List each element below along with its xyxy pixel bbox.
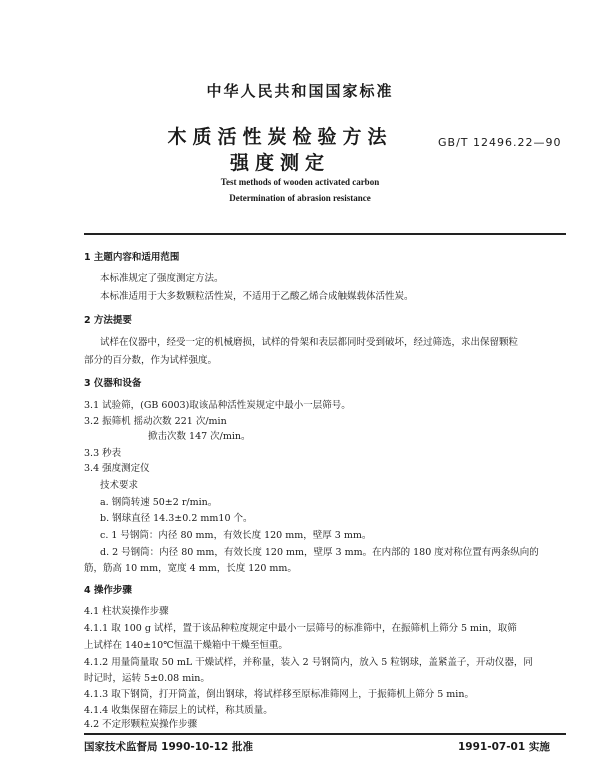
clause-3-4: 3.4 强度测定仪 [84, 463, 150, 474]
requirement-c: c. 1 号钢筒：内径 80 mm，有效长度 120 mm，壁厚 3 mm。 [100, 530, 372, 541]
section-1-heading: 1 主题内容和适用范围 [84, 252, 180, 263]
national-standard-heading: 中华人民共和国国家标准 [206, 82, 394, 100]
section-1-paragraph: 本标准规定了强度测定方法。 [100, 273, 224, 284]
english-title-line2: Determination of abrasion resistance [229, 193, 371, 203]
header-divider [84, 233, 566, 235]
clause-4-1-4: 4.1.4 收集保留在筛层上的试样，称其质量。 [84, 705, 273, 716]
clause-3-3: 3.3 秒表 [84, 448, 122, 459]
section-2-paragraph: 试样在仪器中，经受一定的机械磨损，试样的骨架和表层都同时受到破坏，经过筛选，求出保留颗粒 [100, 337, 519, 348]
clause-4-2: 4.2 不定形颗粒炭操作步骤 [84, 719, 198, 730]
document-title-line1: 木质活性炭检验方法 [167, 126, 393, 148]
clause-3-1: 3.1 试验筛，(GB 6003)取该品种活性炭规定中最小一层筛号。 [84, 400, 351, 411]
requirement-a: a. 钢筒转速 50±2 r/min。 [100, 497, 218, 508]
requirement-d-continued: 筋，筋高 10 mm，宽度 4 mm，长度 120 mm。 [84, 563, 297, 574]
section-1-paragraph: 本标准适用于大多数颗粒活性炭，不适用于乙酸乙烯合成触媒载体活性炭。 [100, 291, 414, 302]
clause-4-1-1-continued: 上试样在 140±10℃恒温干燥箱中干燥至恒重。 [84, 640, 288, 651]
requirement-d: d. 2 号钢筒：内径 80 mm，有效长度 120 mm，壁厚 3 mm。在内部的 180 度对称位置有两条纵向的 [100, 547, 539, 558]
footer-divider [84, 733, 566, 735]
section-2-heading: 2 方法提要 [84, 315, 132, 326]
clause-4-1-2-continued: 时记时，运转 5±0.08 min。 [84, 673, 210, 684]
english-title-line1: Test methods of wooden activated carbon [220, 177, 380, 187]
clause-4-1-2: 4.1.2 用量筒量取 50 mL 干燥试样，并称量，装入 2 号钢筒内，放入 5 粒钢球，盖紧盖子，开动仪器，同 [84, 657, 533, 668]
clause-3-2: 3.2 振筛机 摇动次数 221 次/min [84, 416, 227, 427]
clause-3-2-continued: 掀击次数 147 次/min。 [148, 431, 251, 442]
clause-4-1-3: 4.1.3 取下钢筒，打开筒盖，倒出钢球，将试样移至原标准筛网上，于振筛机上筛分 5 min。 [84, 689, 474, 700]
section-4-heading: 4 操作步骤 [84, 585, 132, 596]
section-2-paragraph: 部分的百分数，作为试样强度。 [84, 355, 218, 366]
standard-number: GB/T 12496.22—90 [438, 136, 562, 149]
requirement-b: b. 钢球直径 14.3±0.2 mm10 个。 [100, 513, 253, 524]
document-title-line2: 强度测定 [229, 152, 330, 174]
clause-4-1: 4.1 柱状炭操作步骤 [84, 606, 169, 617]
clause-3-4-requirements: 技术要求 [100, 480, 139, 491]
clause-4-1-1: 4.1.1 取 100 g 试样，置于该品种粒度规定中最小一层筛号的标准筛中，在振筛机上筛分 5 min，取筛 [84, 623, 517, 634]
approval-date: 国家技术监督局 1990-10-12 批准 [84, 741, 253, 753]
implementation-date: 1991-07-01 实施 [458, 741, 550, 753]
section-3-heading: 3 仪器和设备 [84, 378, 142, 389]
